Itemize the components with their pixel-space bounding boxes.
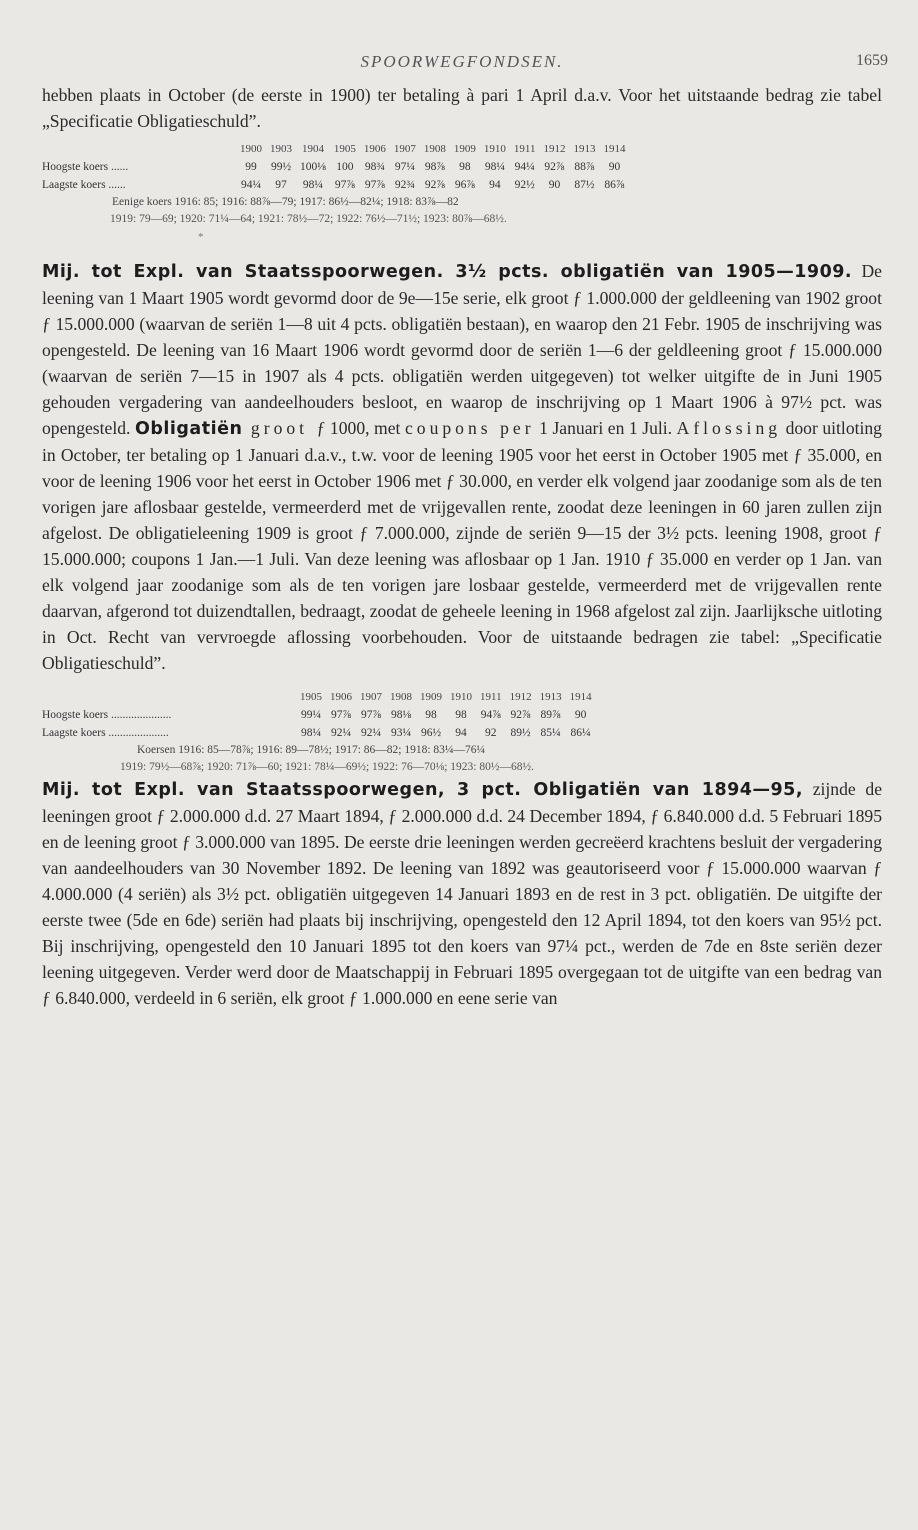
- value-cell: 98: [425, 709, 437, 721]
- inline-heading: Obligatiën: [134, 419, 243, 439]
- spaced-term: coupons per: [404, 418, 535, 438]
- price-extra-line: Koersen 1916: 85—78⅞; 1916: 89—78½; 1917: 86—82; 1918: 83¼—76¼: [137, 744, 486, 756]
- value-cell: 97⅞: [364, 179, 385, 191]
- value-cell: 87½: [574, 179, 595, 191]
- value-cell: 92¼: [360, 727, 382, 739]
- year-cell: 1905: [300, 691, 322, 703]
- value-cell: 98: [455, 709, 467, 721]
- section-1-paragraph: [42, 258, 882, 676]
- value-cell: 98¼: [300, 727, 322, 739]
- row-label: Laagste koers ......: [42, 179, 126, 191]
- value-cell: 98⅞: [424, 161, 445, 173]
- value-cell: 92½: [514, 179, 535, 191]
- value-cell: 94¼: [240, 179, 262, 191]
- value-cell: 97⅞: [334, 179, 355, 191]
- row-label: Hoogste koers .....................: [42, 709, 172, 721]
- year-cell: 1907: [393, 143, 416, 155]
- year-cell: 1903: [270, 143, 292, 155]
- value-cell: 88⅞: [574, 161, 595, 173]
- year-cell: 1908: [423, 143, 446, 155]
- spaced-term: groot: [242, 418, 317, 438]
- value-cell: 99¼: [300, 709, 322, 721]
- year-cell: 1910: [450, 691, 472, 703]
- section-body: ƒ 1000, met: [316, 418, 405, 438]
- section-heading: Mij. tot Expl. van Staatsspoorwegen, 3 pct. Obligatiën van 1894—95,: [42, 780, 803, 800]
- year-cell: 1905: [333, 143, 356, 155]
- intro-paragraph: hebben plaats in October (de eerste in 1900) ter betaling à pari 1 April d.a.v. Voor het uitstaande bedrag zie tabel „Specificatie Obligatieschuld”.: [42, 85, 882, 131]
- year-cell: 1904: [301, 143, 324, 155]
- value-cell: 94: [489, 179, 501, 191]
- value-cell: 98⅛: [390, 709, 412, 721]
- separator-mark: *: [198, 231, 204, 243]
- row-label: Hoogste koers ......: [42, 161, 129, 173]
- price-extra-line: 1919: 79½—68⅞; 1920: 71⅞—60; 1921: 78¼—69½; 1922: 76—70⅛; 1923: 80½—68½.: [120, 761, 535, 773]
- value-cell: 97¼: [394, 161, 415, 173]
- year-cell: 1906: [363, 143, 386, 155]
- section-heading: Mij. tot Expl. van Staatsspoorwegen. 3½ pcts. obligatiën van 1905—1909.: [42, 262, 853, 282]
- value-cell: 99: [245, 161, 257, 173]
- value-cell: 100: [336, 161, 354, 173]
- value-cell: 97: [275, 179, 287, 191]
- price-table-2: [42, 688, 596, 742]
- section-body: zijnde de leeningen groot ƒ 2.000.000 d.d. 27 Maart 1894, ƒ 2.000.000 d.d. 24 December 1894, ƒ 6.840.000 d.d. 5 Februari 1895 en de leening groot ƒ 3.000.000 van 1895. De eerste drie leeningen werden gecreëerd krachtens besluit der vergadering van aandeelhouders van 30 November 1892. De leening van 1892 was geautoriseerd voor ƒ 15.000.000 waarvan ƒ 4.000.000 (4 seriën) als 3½ pct. obligatiën uitgegeven 14 Januari 1893 en de rest in 3 pct. obligatiën. De uitgifte der eerste twee (5de en 6de) seriën had plaats bij inschrijving, opengesteld den 12 April 1894, tot den koers van 95½ pct. Bij inschrijving, opengesteld den 10 Januari 1895 tot den koers van 97¼ pct., werden de 7de en 8ste seriën dezer leening uitgegeven. Verder werd door de Maatschappij in Februari 1895 overgegaan tot de uitgifte van een bedrag van ƒ 6.840.000, verdeeld in 6 seriën, elk groot ƒ 1.000.000 en eene serie van: [42, 779, 882, 1008]
- section-body: door uitloting in October, ter betaling op 1 Januari d.a.v., t.w. voor de leening 1905 voor het eerst in October 1905 met ƒ 35.000, en voor de leening 1906 voor het eerst in October 1906 met ƒ 30.000, en verder elk volgend jaar zoodanige som als de ten vorigen jare aflosbaar gestelde, vermeerderd met de vrijgevallen rente, zoodat deze leeningen in 60 jaren zullen zijn afgelost. De obligatieleening 1909 is groot ƒ 7.000.000, zijnde de seriën 9—15 der 3½ pcts. leening 1908, groot ƒ 15.000.000; coupons 1 Jan.—1 Juli. Van deze leening was aflosbaar op 1 Jan. 1910 ƒ 35.000 en verder op 1 Jan. van elk volgend jaar zoodanige som als de ten vorigen jare losbaar gestelde, vermeerderd met de vrijgevallen rente daarvan, afgerond tot duizendtallen, bedraagt, zoodat de geheele leening in 1968 afgelost zal zijn. Jaarlijksche uitloting in Oct. Recht van vervroegde aflossing voorbehouden. Voor de uitstaande bedragen zie tabel: „Specificatie Obligatieschuld”.: [42, 418, 882, 673]
- year-cell: 1900: [240, 143, 262, 155]
- document-page: [42, 52, 888, 1011]
- table-row-low: [42, 724, 596, 742]
- year-cell: 1910: [483, 143, 506, 155]
- value-cell: 90: [574, 709, 587, 721]
- table-row-high: [42, 158, 629, 176]
- year-cell: 1914: [569, 691, 592, 703]
- year-cell: 1913: [573, 143, 596, 155]
- table-row-high: [42, 706, 596, 724]
- row-label: Laagste koers .....................: [42, 727, 169, 739]
- value-cell: 92¾: [394, 179, 415, 191]
- value-cell: 89⅞: [540, 709, 561, 721]
- year-cell: 1909: [453, 143, 476, 155]
- value-cell: 92⅞: [544, 161, 565, 173]
- price-extra-line: 1919: 79—69; 1920: 71¼—64; 1921: 78½—72; 1922: 76½—71½; 1923: 80⅞—68½.: [110, 213, 507, 225]
- value-cell: 98¼: [484, 161, 505, 173]
- value-cell: 98¼: [302, 179, 323, 191]
- year-cell: 1914: [603, 143, 626, 155]
- value-cell: 96⅞: [454, 179, 475, 191]
- value-cell: 98¾: [364, 161, 385, 173]
- value-cell: 89½: [510, 727, 531, 739]
- value-cell: 90: [548, 179, 561, 191]
- year-cell: 1912: [509, 691, 532, 703]
- value-cell: 92: [485, 727, 497, 739]
- table-row-years: [42, 140, 629, 158]
- year-cell: 1908: [390, 691, 412, 703]
- value-cell: 85¼: [540, 727, 561, 739]
- table-row-low: [42, 176, 629, 194]
- running-title: SPOORWEGFONDSEN.: [360, 52, 564, 71]
- value-cell: 93¼: [390, 727, 412, 739]
- value-cell: 86⅞: [604, 179, 625, 191]
- price-table-1: [42, 140, 629, 194]
- value-cell: 86¼: [570, 727, 591, 739]
- year-cell: 1912: [543, 143, 566, 155]
- value-cell: 100⅛: [300, 161, 326, 173]
- value-cell: 96½: [420, 727, 442, 739]
- year-cell: 1907: [360, 691, 382, 703]
- value-cell: 92⅞: [510, 709, 531, 721]
- value-cell: 94: [455, 727, 467, 739]
- running-header: [42, 52, 888, 82]
- value-cell: 99½: [270, 161, 292, 173]
- year-cell: 1911: [480, 691, 502, 703]
- value-cell: 90: [608, 161, 621, 173]
- page-number: 1659: [856, 52, 888, 69]
- spaced-term: Aflossing: [676, 418, 782, 438]
- section-body: 1 Januari en 1 Juli.: [534, 418, 677, 438]
- price-extra-line: Eenige koers 1916: 85; 1916: 88⅞—79; 1917: 86½—82¼; 1918: 83⅞—82: [112, 196, 459, 208]
- year-cell: 1909: [420, 691, 442, 703]
- table-row-years: [42, 688, 596, 706]
- value-cell: 94¼: [514, 161, 535, 173]
- year-cell: 1906: [330, 691, 352, 703]
- value-cell: 94⅞: [480, 709, 501, 721]
- value-cell: 98: [459, 161, 471, 173]
- section-2-paragraph: [42, 776, 882, 1011]
- year-cell: 1911: [513, 143, 536, 155]
- section-body: De leening van 1 Maart 1905 wordt gevormd door de 9e—15e serie, elk groot ƒ 1.000.000 der geldleening van 1902 groot ƒ 15.000.000 (waarvan de seriën 1—8 uit 4 pcts. obligatiën bestaan), en waarop den 21 Febr. 1905 de inschrijving was opengesteld. De leening van 16 Maart 1906 wordt gevormd door de seriën 1—6 der geldleening groot ƒ 15.000.000 (waarvan de seriën 7—15 in 1907 als 4 pcts. obligatiën werden uitgegeven) tot welker uitgifte de in Juni 1905 gehouden vergadering van aandeelhouders besloot, en waarop de inschrijving op 1 Maart 1906 à 97½ pct. was opengesteld.: [42, 261, 882, 438]
- value-cell: 92¼: [330, 727, 352, 739]
- year-cell: 1913: [539, 691, 562, 703]
- value-cell: 97⅞: [330, 709, 352, 721]
- value-cell: 92⅞: [424, 179, 445, 191]
- value-cell: 97⅞: [360, 709, 382, 721]
